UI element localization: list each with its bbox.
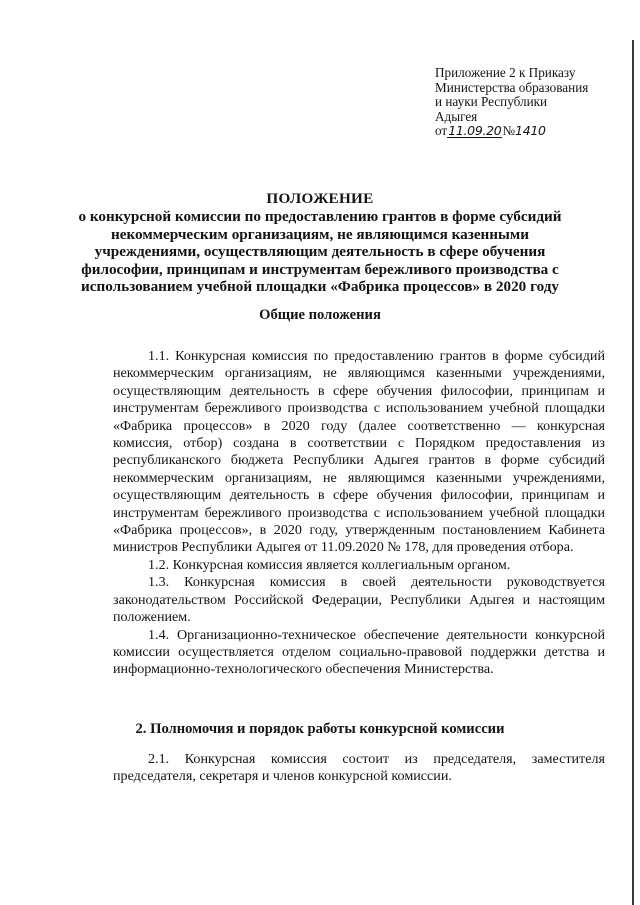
paragraph-1-3: 1.3. Конкурсная комиссия в своей деятельности руководствуется законодательством Российской Федерации, Республики Адыгея и настоящим положением. [113,574,605,626]
handwritten-number: 1410 [515,123,546,138]
subtitle-line-2: некоммерческим организациям, не являющимся казенными [110,225,530,243]
section-powers-body [113,751,605,786]
document-title: ПОЛОЖЕНИЕ [266,190,374,207]
stamp-line-4: Адыгея [435,108,478,124]
subtitle-line-5: использованием учебной площадки «Фабрика процессов» в 2020 году [80,278,560,296]
stamp-line-2: Министерства образования [435,79,589,95]
stamp-date-line [435,124,588,139]
paragraph-1-2: 1.2. Конкурсная комиссия является коллегиальным органом. [148,556,511,573]
appendix-stamp [435,66,588,139]
number-sign: № [502,123,516,138]
subtitle-line-1: о конкурсной комиссии по предоставлению грантов в форме субсидий [78,208,562,226]
paragraph-1-1: 1.1. Конкурсная комиссия по предоставлению грантов в форме субсидий некоммерческим организациям, не являющимся казенными учреждениями, осуществляющим деятельность в сфере обучения философии, принципам и инструментам бережливого производства с использованием учебной площадки «Фабрика процессов» в 2020 году (далее соответственно — конкурсная комиссия, отбор) создана в соответствии с Порядком предоставления из республиканского бюджета Республики Адыгея грантов в форме субсидий некоммерческим организациям, не являющимся казенными учреждениями, осуществляющим деятельность в сфере обучения философии, принципам и инструментам бережливого производства с использованием учебной площадки «Фабрика процессов», в 2020 году, утвержденным постановлением Кабинета министров Республики Адыгея от 11.09.2020 № 178, для проведения отбора. [113,348,605,556]
date-prefix: от [435,123,448,138]
subtitle-line-4: философии, принципам и инструментам бережливого производства с [81,260,559,278]
section-heading-general: Общие положения [259,307,381,323]
stamp-line-1: Приложение 2 к Приказу [435,65,576,80]
section-general-body [113,348,605,679]
stamp-line-3: и науки Республики [435,94,548,109]
handwritten-date: 11.09.20 [448,123,502,138]
section-heading-powers: 2. Полномочия и порядок работы конкурсной комиссии [135,721,505,737]
paragraph-1-4: 1.4. Организационно-техническое обеспечение деятельности конкурсной комиссии осуществляется отделом социально-правовой поддержки детства и информационно-технологического обеспечения Министерства. [113,626,605,678]
paragraph-2-1: 2.1. Конкурсная комиссия состоит из председателя, заместителя председателя, секретаря и членов конкурсной комиссии. [113,751,605,785]
subtitle-line-3: учреждениями, осуществляющим деятельность в сфере обучения [94,243,546,261]
document-title-block [0,190,640,295]
scan-edge-line [632,40,634,905]
